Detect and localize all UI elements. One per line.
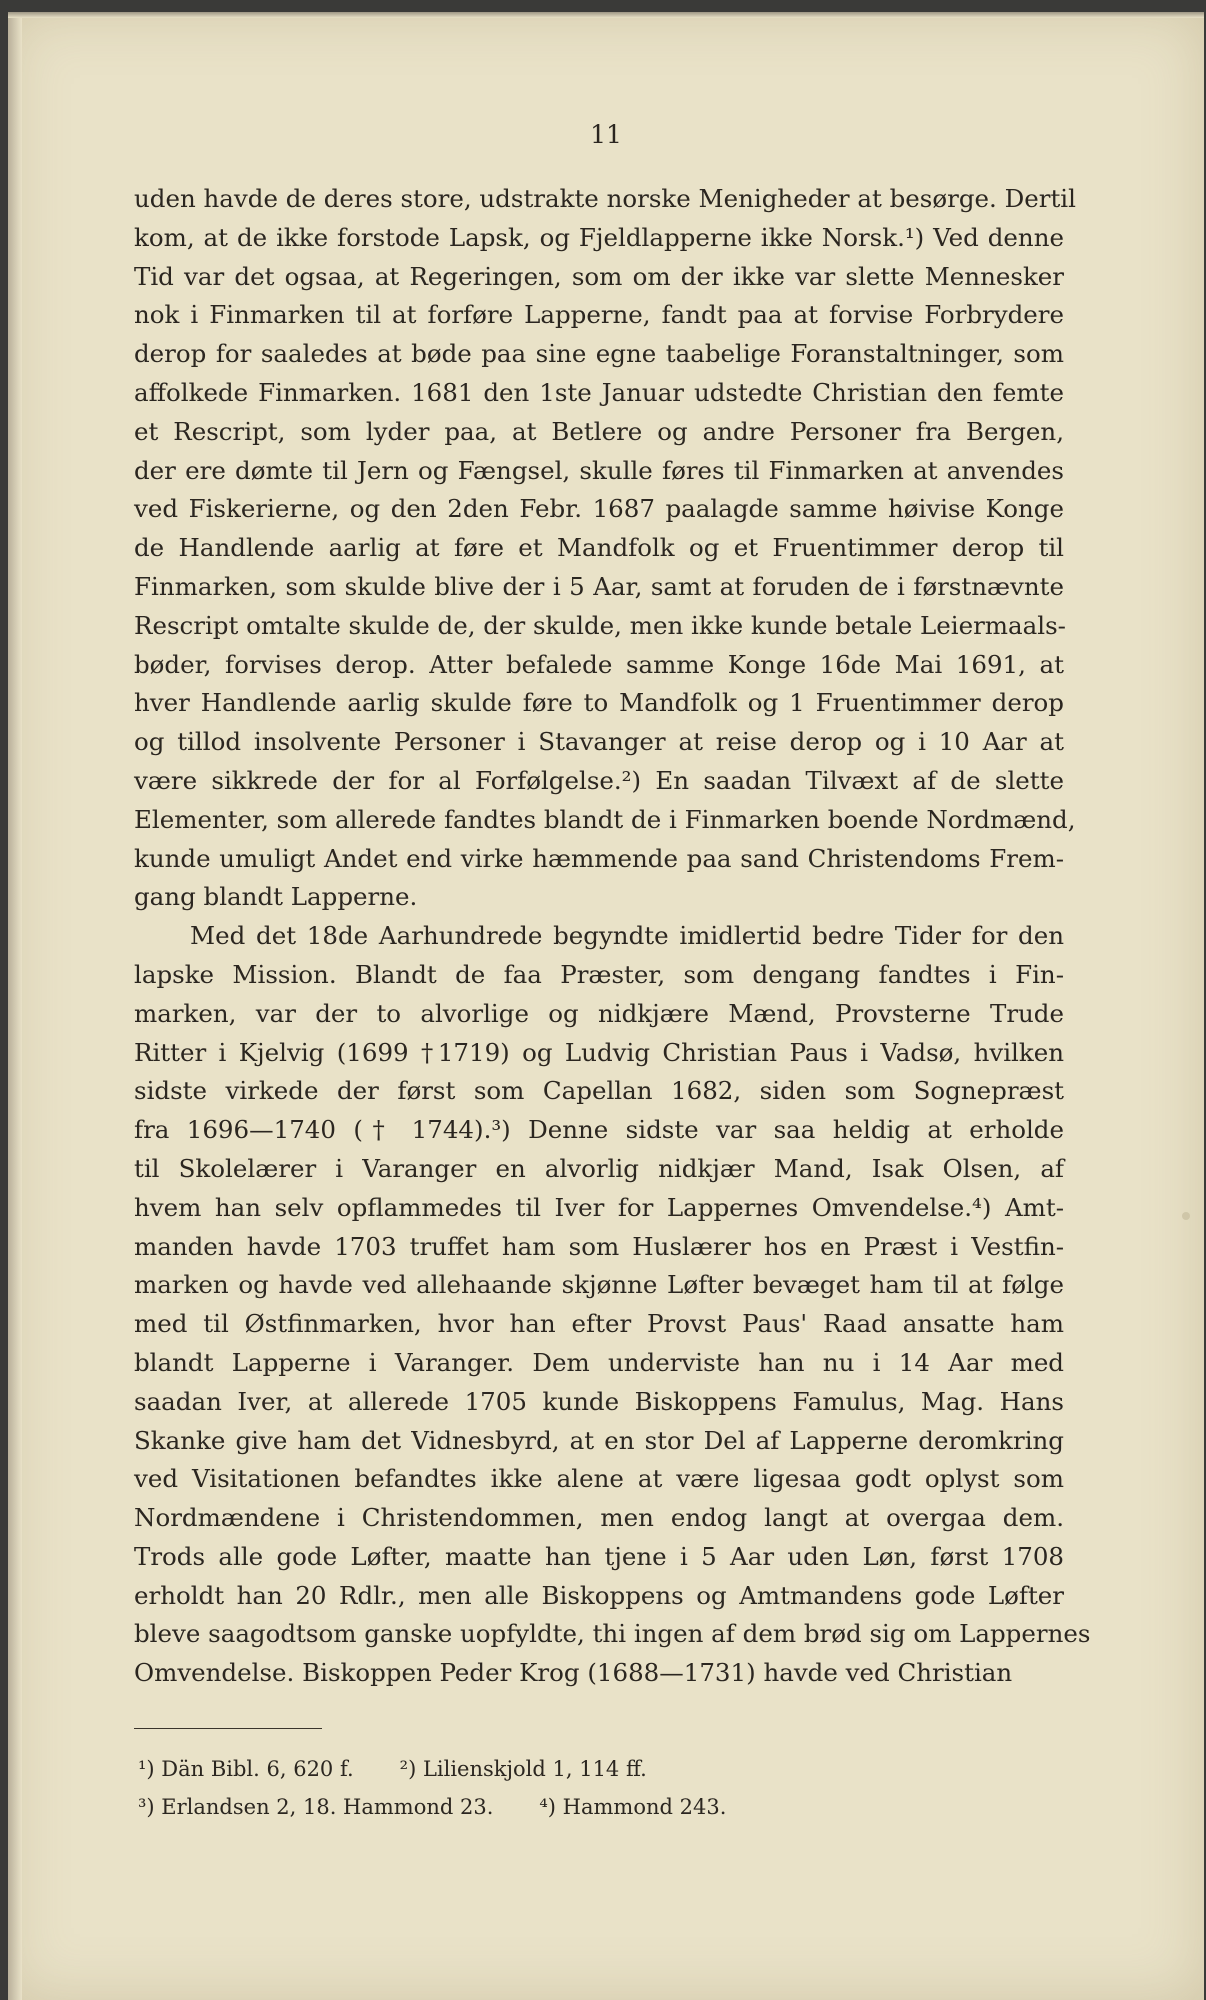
page-binding-shadow: [8, 12, 22, 2000]
text-line: fra 1696—1740 († 1744).³) Denne sidste var saa heldig at erholde: [134, 1115, 1064, 1145]
text-line: til Skolelærer i Varanger en alvorlig nidkjær Mand, Isak Olsen, af: [134, 1153, 1064, 1183]
text-line: de Handlende aarlig at føre et Mandfolk og et Fruentimmer derop til: [134, 533, 1064, 563]
text-line: ved Fiskerierne, og den 2den Febr. 1687 paalagde samme høivise Konge: [134, 494, 1064, 524]
text-line: saadan Iver, at allerede 1705 kunde Biskoppens Famulus, Mag. Hans: [134, 1386, 1064, 1416]
text-line: der ere dømte til Jern og Fængsel, skulle føres til Finmarken at anvendes: [134, 455, 1064, 485]
text-line: bøder, forvises derop. Atter befalede samme Konge 16de Mai 1691, at: [134, 649, 1064, 679]
page-top-edge: [8, 12, 1204, 18]
text-line: Tid var det ogsaa, at Regeringen, som om der ikke var slette Mennesker: [134, 261, 1064, 291]
text-line: Elementer, som allerede fandtes blandt de i Finmarken boende Nordmænd,: [134, 804, 1076, 834]
text-line: sidste virkede der først som Capellan 1682, siden som Sognepræst: [134, 1076, 1064, 1106]
text-line: nok i Finmarken til at forføre Lapperne, fandt paa at forvise Forbrydere: [134, 300, 1064, 330]
text-line: affolkede Finmarken. 1681 den 1ste Januar udstedte Christian den femte: [134, 377, 1064, 407]
text-line: derop for saaledes at bøde paa sine egne taabelige Foranstaltninger, som: [134, 339, 1064, 369]
text-line: marken, var der to alvorlige og nidkjære Mænd, Provsterne Trude: [134, 998, 1064, 1028]
text-line: Trods alle gode Løfter, maatte han tjene i 5 Aar uden Løn, først 1708: [134, 1541, 1064, 1571]
text-line: uden havde de deres store, udstrakte norske Menigheder at besørge. Dertil: [134, 184, 1076, 213]
text-line: Rescript omtalte skulde de, der skulde, men ikke kunde betale Leiermaals-: [134, 610, 1066, 640]
page-number: 11: [590, 120, 622, 149]
text-line: lapske Mission. Blandt de faa Præster, som dengang fandtes i Fin-: [134, 959, 1064, 989]
footnote-row: [138, 1750, 1038, 1788]
text-line: Med det 18de Aarhundrede begyndte imidlertid bedre Tider for den: [190, 921, 1064, 951]
footnote-rule: [134, 1728, 322, 1729]
text-line: hvem han selv opflammedes til Iver for Lappernes Omvendelse.⁴) Amt-: [134, 1192, 1064, 1222]
body-text: [134, 180, 1091, 1693]
book-page: [8, 12, 1204, 2000]
text-line: være sikkrede der for al Forfølgelse.²) En saadan Tilvæxt af de slette: [134, 765, 1064, 795]
footnote: ⁴) Hammond 243.: [539, 1795, 727, 1819]
text-line: ved Visitationen befandtes ikke alene at være ligesaa godt oplyst som: [134, 1464, 1064, 1494]
text-line: Nordmændene i Christendommen, men endog langt at overgaa dem.: [134, 1503, 1064, 1533]
text-line: Omvendelse. Biskoppen Peder Krog (1688—1731) havde ved Christian: [134, 1658, 1013, 1688]
text-line: kom, at de ikke forstode Lapsk, og Fjeldlapperne ikke Norsk.¹) Ved denne: [134, 222, 1064, 252]
paper-spot: [1182, 1212, 1190, 1220]
footnote: ³) Erlandsen 2, 18. Hammond 23.: [138, 1795, 494, 1819]
text-line: gang blandt Lapperne.: [134, 882, 418, 912]
text-line: hver Handlende aarlig skulde føre to Mandfolk og 1 Fruentimmer derop: [134, 688, 1064, 718]
footnote: ²) Lilienskjold 1, 114 ff.: [399, 1757, 647, 1781]
text-line: kunde umuligt Andet end virke hæmmende paa sand Christendoms Frem-: [134, 843, 1064, 873]
text-line: og tillod insolvente Personer i Stavanger at reise derop og i 10 Aar at: [134, 727, 1064, 757]
text-line: Skanke give ham det Vidnesbyrd, at en stor Del af Lapperne deromkring: [134, 1425, 1064, 1455]
footnotes: [138, 1750, 1038, 1826]
text-line: Finmarken, som skulde blive der i 5 Aar, samt at foruden de i førstnævnte: [134, 571, 1064, 601]
text-line: et Rescript, som lyder paa, at Betlere og andre Personer fra Bergen,: [134, 416, 1064, 446]
text-line: erholdt han 20 Rdlr., men alle Biskoppens og Amtmandens gode Løfter: [134, 1580, 1064, 1610]
text-line: marken og havde ved allehaande skjønne Løfter bevæget ham til at følge: [134, 1270, 1064, 1300]
text-line: bleve saagodtsom ganske uopfyldte, thi ingen af dem brød sig om Lappernes: [134, 1619, 1091, 1649]
text-line: manden havde 1703 truffet ham som Huslærer hos en Præst i Vestfin-: [134, 1231, 1064, 1261]
footnote: ¹) Dän Bibl. 6, 620 f.: [138, 1757, 354, 1781]
text-line: Ritter i Kjelvig (1699 †1719) og Ludvig Christian Paus i Vadsø, hvilken: [134, 1037, 1064, 1067]
text-line: med til Østfinmarken, hvor han efter Provst Paus' Raad ansatte ham: [134, 1309, 1064, 1339]
footnote-row: [138, 1788, 1038, 1826]
text-line: blandt Lapperne i Varanger. Dem underviste han nu i 14 Aar med: [134, 1347, 1064, 1377]
